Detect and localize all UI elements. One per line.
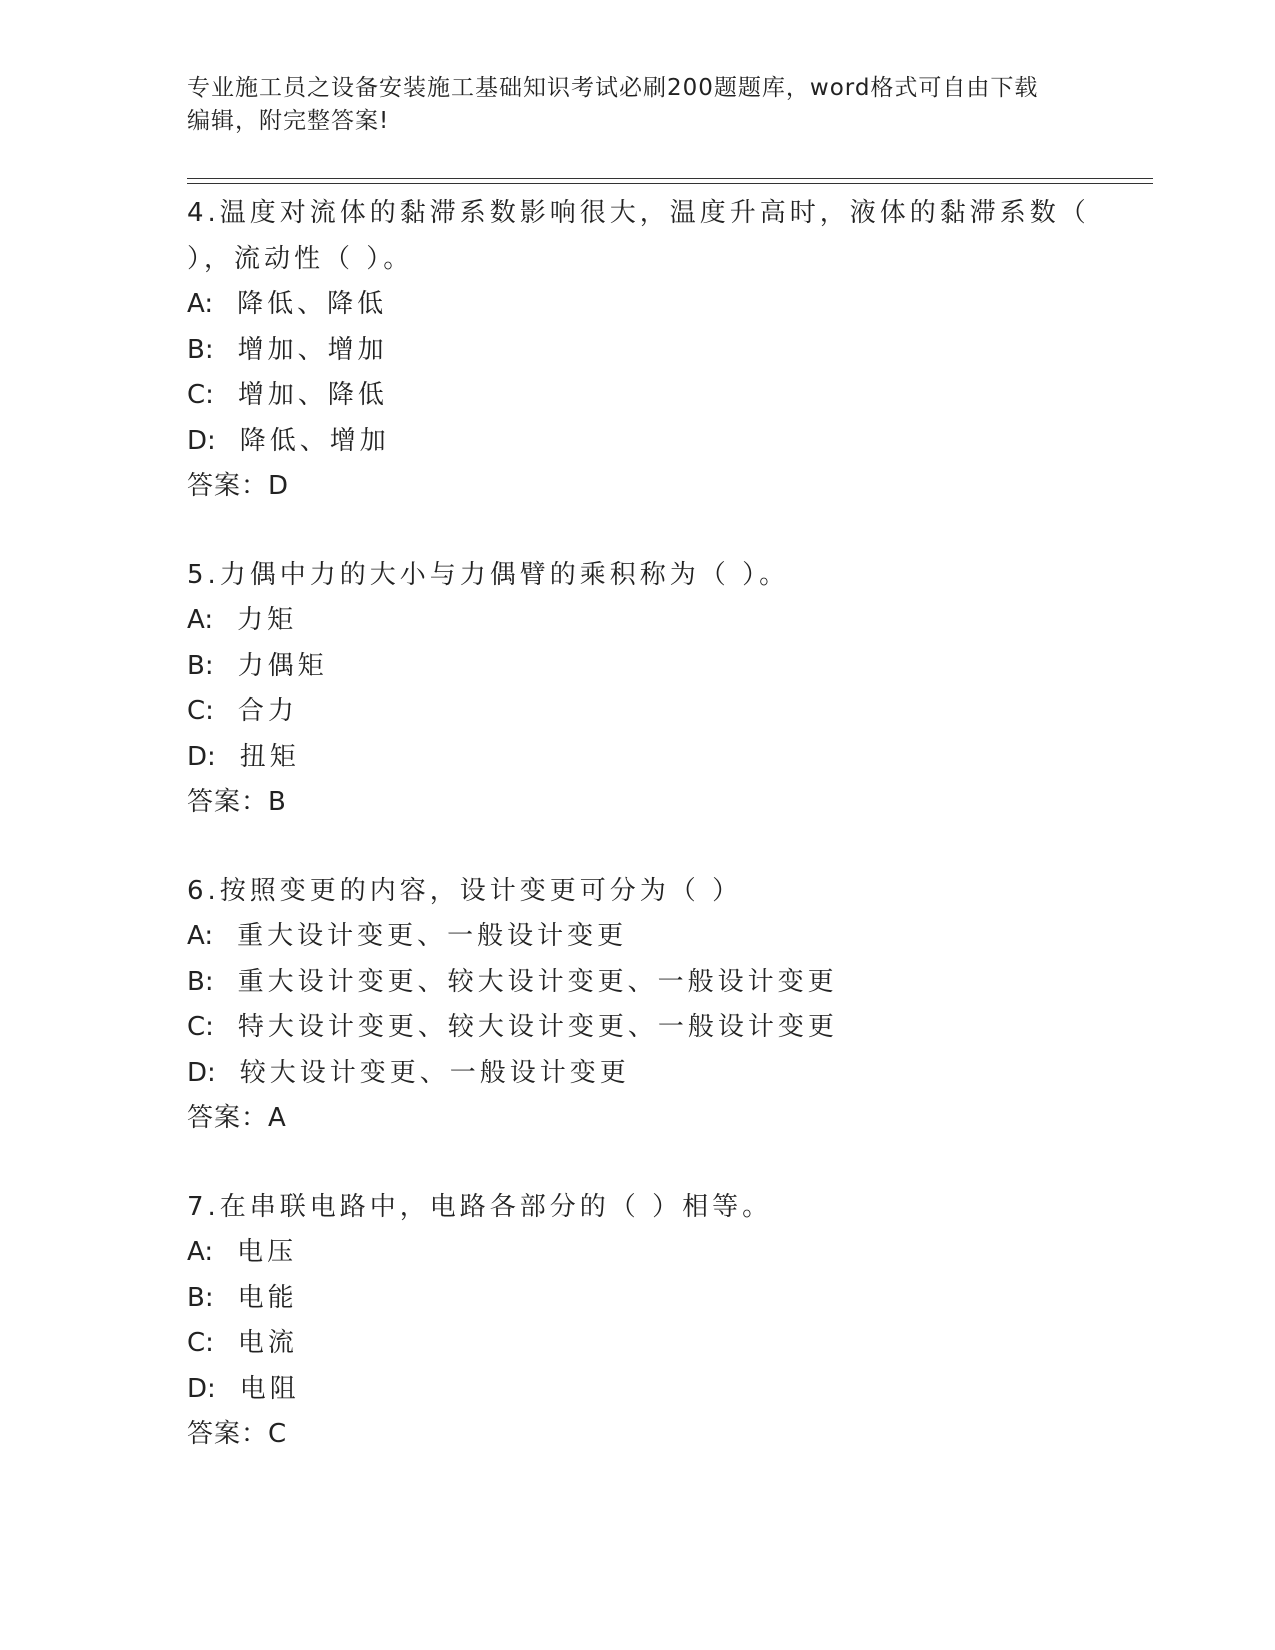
option-text: 增加、降低 [237, 380, 388, 410]
header-line-1: 专业施工员之设备安装施工基础知识考试必刷200题题库，word格式可自由下载 [187, 75, 1039, 101]
option-text: 合力 [237, 696, 298, 726]
header-divider-top [187, 178, 1153, 179]
answer-line: 答案：D [187, 471, 290, 501]
option-letter: A: [187, 921, 214, 951]
option-text: 特大设计变更、较大设计变更、一般设计变更 [237, 1012, 838, 1042]
option-text: 力矩 [237, 605, 298, 635]
option-c [187, 1005, 1153, 1051]
option-text: 电能 [237, 1282, 298, 1313]
option-c [187, 689, 1153, 735]
option-text: 降低、增加 [239, 425, 390, 456]
question-text: 7.在串联电路中，电路各部分的（ ）相等。 [187, 1192, 773, 1222]
question-item [187, 190, 1153, 508]
option-a [187, 1230, 1153, 1276]
option-letter: D: [187, 1373, 216, 1404]
option-letter: B: [187, 334, 214, 365]
option-letter: D: [187, 1057, 216, 1088]
option-letter: C: [187, 380, 214, 410]
option-letter: A: [187, 605, 214, 635]
header-line-2: 编辑，附完整答案! [187, 108, 390, 134]
option-b [187, 1276, 1153, 1322]
option-letter: C: [187, 1328, 214, 1358]
option-letter: C: [187, 696, 214, 726]
answer-line: 答案：C [187, 1419, 288, 1449]
option-text: 较大设计变更、一般设计变更 [239, 1057, 630, 1088]
option-text: 电流 [237, 1328, 298, 1358]
question-text: 4.温度对流体的黏滞系数影响很大，温度升高时，液体的黏滞系数（ ），流动性（ ）。 [187, 198, 1090, 274]
question-item [187, 552, 1153, 824]
option-d [187, 735, 1153, 781]
option-letter: B: [187, 650, 214, 681]
option-text: 力偶矩 [237, 650, 328, 681]
option-text: 重大设计变更、一般设计变更 [237, 921, 628, 951]
option-letter: C: [187, 1012, 214, 1042]
option-text: 扭矩 [239, 741, 300, 772]
option-c [187, 373, 1153, 419]
option-letter: A: [187, 1237, 214, 1267]
question-item [187, 1184, 1153, 1456]
question-list [187, 190, 1153, 1500]
option-c [187, 1321, 1153, 1367]
option-text: 重大设计变更、较大设计变更、一般设计变更 [237, 966, 838, 997]
option-text: 电压 [237, 1237, 298, 1267]
option-a [187, 914, 1153, 960]
question-text: 5.力偶中力的大小与力偶臂的乘积称为（ ）。 [187, 560, 790, 590]
option-d [187, 1051, 1153, 1097]
option-text: 电阻 [239, 1373, 300, 1404]
option-letter: D: [187, 741, 216, 772]
answer-line: 答案：B [187, 787, 287, 817]
option-letter: B: [187, 966, 214, 997]
option-letter: B: [187, 1282, 214, 1313]
option-b [187, 328, 1153, 374]
question-text: 6.按照变更的内容，设计变更可分为（ ） [187, 876, 743, 906]
question-item [187, 868, 1153, 1140]
header-divider-bottom [187, 183, 1153, 184]
option-a [187, 282, 1153, 328]
option-letter: A: [187, 289, 214, 319]
option-a [187, 598, 1153, 644]
option-d [187, 419, 1153, 465]
option-d [187, 1367, 1153, 1413]
document-header [187, 72, 1087, 138]
option-letter: D: [187, 425, 216, 456]
option-b [187, 960, 1153, 1006]
option-text: 降低、降低 [237, 289, 388, 319]
answer-line: 答案：A [187, 1103, 287, 1133]
option-text: 增加、增加 [237, 334, 388, 365]
option-b [187, 644, 1153, 690]
